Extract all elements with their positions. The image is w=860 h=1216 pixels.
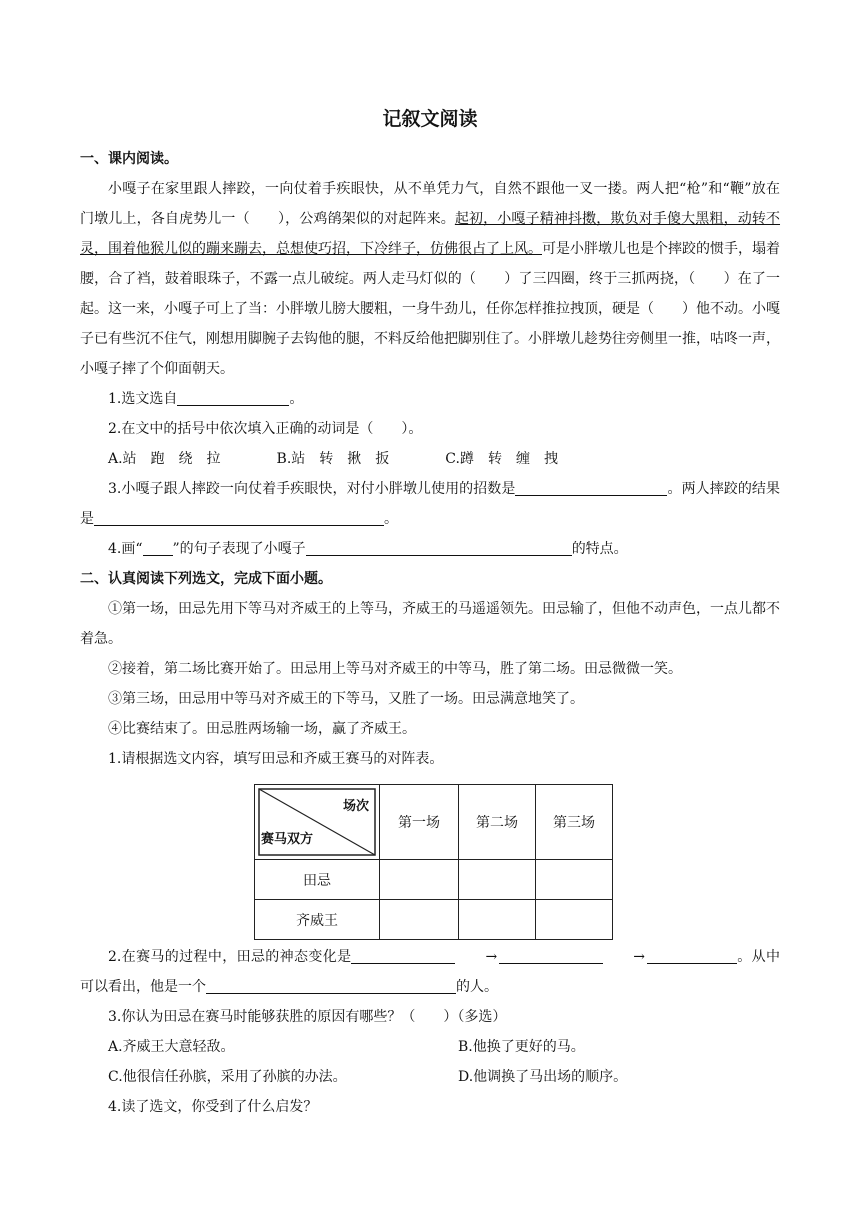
s1-q3-blank-2[interactable] (94, 509, 384, 526)
column-header-1: 第一场 (380, 785, 459, 860)
s1-q3-end: 。 (384, 511, 398, 527)
s2-q2-blank-2[interactable] (499, 947, 603, 964)
s1-q3-blank-1[interactable] (515, 479, 667, 496)
s1-question-2: 2.在文中的括号中依次填入正确的动词是（ ）。 (108, 421, 423, 437)
section1-passage (80, 174, 780, 384)
s1-q4-text-b: ”的句子表现了小嘎子 (172, 541, 306, 557)
answer-cell[interactable] (380, 860, 459, 900)
section1-heading: 一、课内阅读。 (80, 151, 178, 167)
worksheet-content (80, 144, 780, 1122)
table-row (255, 900, 613, 940)
s2-question-4: 4.读了选文，你受到了什么启发？ (108, 1099, 318, 1115)
arrow-2: → (633, 949, 645, 965)
option-b[interactable]: B.他换了更好的马。 (458, 1039, 585, 1055)
table-corner-cell (255, 785, 380, 860)
s2-q2-blank-3[interactable] (647, 947, 737, 964)
page-title: 记叙文阅读 (382, 108, 478, 130)
option-a[interactable]: A.齐威王大意轻敌。 (108, 1039, 235, 1055)
column-header-2: 第二场 (459, 785, 536, 860)
answer-cell[interactable] (459, 860, 536, 900)
s2-q2-end: 的人。 (456, 979, 498, 995)
s1-question-1 (80, 384, 780, 414)
s1-q4-underline-sample (143, 539, 173, 556)
s2-paragraph-2: ②接着，第二场比赛开始了。田忌用上等马对齐威王的中等马，胜了第二场。田忌微微一笑。 (108, 661, 682, 677)
s1-q1-blank[interactable] (177, 389, 289, 406)
passage-part1: 小嘎子在家里跟人摔跤，一向仗着手疾眼快，从不单凭力气，自然不跟他一叉一搂。两人把“枪”和“鞭”放在门墩儿上，各自虎势儿一（ ），公鸡鹐架似的对起阵来。 (80, 181, 780, 227)
s1-q3-text-a: 3.小嘎子跟人摔跤一向仗着手疾眼快，对付小胖墩儿使用的招数是 (108, 481, 516, 497)
s1-q4-blank[interactable] (306, 539, 572, 556)
s2-q2-text-a: 2.在赛马的过程中，田忌的神态变化是 (108, 949, 352, 965)
row-label-tianji: 田忌 (255, 860, 380, 900)
s2-q2-blank-1[interactable] (351, 947, 455, 964)
corner-label-top: 场次 (342, 799, 369, 814)
horse-race-table (254, 784, 613, 940)
row-label-qiweiwang: 齐威王 (255, 900, 380, 940)
passage-underlined-sentence: 起初，小嘎子精神抖擞，欺负对手傻大黑粗，动转不灵，围着他猴儿似的蹦来蹦去，总想使巧招，下冷绊子，仿佛很占了上风。 (80, 211, 781, 257)
option-d[interactable]: D.他调换了马出场的顺序。 (458, 1069, 628, 1085)
column-header-3: 第三场 (536, 785, 613, 860)
s1-q3-text-b: 。两人摔跤的结果是 (80, 481, 781, 527)
table-row (255, 860, 613, 900)
s2-question-3: 3.你认为田忌在赛马时能够获胜的原因有哪些？（ ）（多选） (108, 1009, 507, 1025)
answer-cell[interactable] (536, 860, 613, 900)
answer-cell[interactable] (459, 900, 536, 940)
s1-question-3 (80, 474, 780, 534)
s1-question-4 (80, 534, 780, 564)
answer-cell[interactable] (536, 900, 613, 940)
s2-paragraph-4: ④比赛结束了。田忌胜两场输一场，赢了齐威王。 (108, 721, 416, 737)
answer-cell[interactable] (380, 900, 459, 940)
s2-q3-options (80, 1032, 780, 1092)
s1-q2-options: A.站 跑 绕 拉 B.站 转 揪 扳 C.蹲 转 缠 拽 (108, 451, 558, 467)
section2-heading: 二、认真阅读下列选文，完成下面小题。 (80, 571, 332, 587)
arrow-1: → (485, 949, 498, 965)
s2-paragraph-3: ③第三场，田忌用中等马对齐威王的下等马，又胜了一场。田忌满意地笑了。 (108, 691, 584, 707)
s2-paragraph-1: ①第一场，田忌先用下等马对齐威王的上等马，齐威王的马遥遥领先。田忌输了，但他不动声色，一点儿都不着急。 (80, 601, 780, 647)
s1-q1-end: 。 (289, 391, 304, 407)
corner-label-bottom: 赛马双方 (261, 832, 314, 847)
s1-q4-text-a: 4.画“ (108, 541, 143, 557)
passage-part2: 可是小胖墩儿也是个摔跤的惯手，塌着腰，合了裆，鼓着眼珠子，不露一点儿破绽。两人走马灯似的（ ）了三四圈，终于三抓两挠，（ ）在了一起。这一来，小嘎子可上了当：小胖墩儿膀大腰粗，一身牛劲儿，任你怎样推拉拽顶，硬是（ ）他不动。小嘎子已有些沉不住气，刚想用脚腕子去钩他的腿，不料反给他把脚别住了。小胖墩儿趁势往旁侧里一推，咕咚一声，小嘎子摔了个仰面朝天。 (80, 241, 780, 377)
s2-q2-blank-4[interactable] (206, 977, 456, 994)
option-c[interactable]: C.他很信任孙膑，采用了孙膑的办法。 (108, 1069, 347, 1085)
s2-q2-text-b: 。从中可以看出，他是一个 (80, 949, 780, 995)
s2-question-2 (80, 942, 780, 1002)
s2-question-1: 1.请根据选文内容，填写田忌和齐威王赛马的对阵表。 (108, 751, 444, 767)
s1-q4-end: 的特点。 (571, 541, 628, 557)
s1-q1-text: 1.选文选自 (108, 391, 178, 407)
